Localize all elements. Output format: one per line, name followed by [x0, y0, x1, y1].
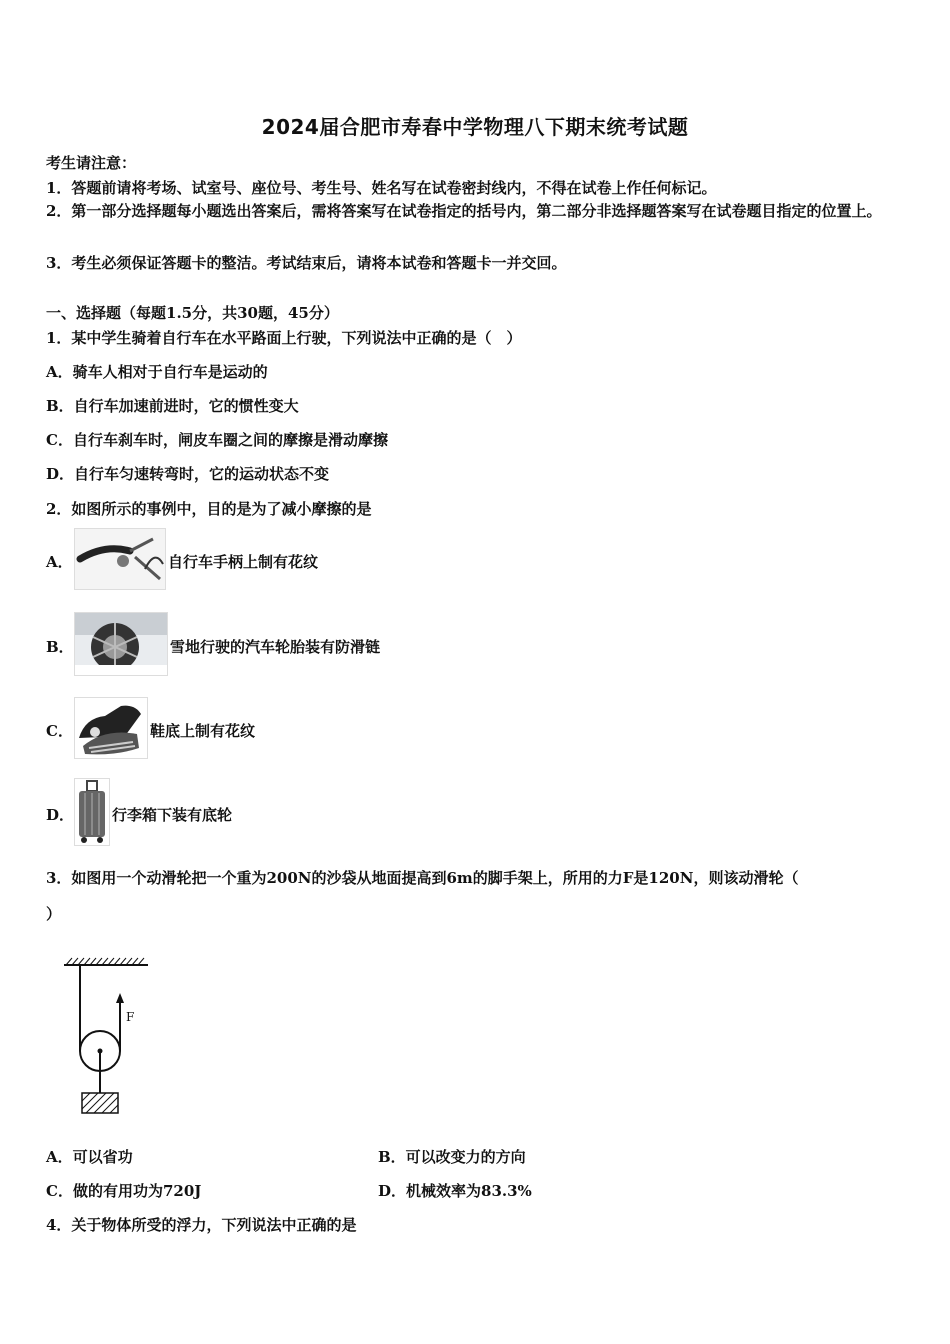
page-title: 2024届合肥市寿春中学物理八下期末统考试题 — [261, 115, 689, 139]
q3-stem-line1: 3．如图用一个动滑轮把一个重为200N的沙袋从地面提高到6m的脚手架上，所用的力F是120N，则该动滑轮（ — [46, 869, 799, 887]
shoe-sole-icon — [74, 697, 148, 763]
q3-option-c: C．做的有用功为720J — [46, 1182, 202, 1200]
notice-item-2: 2．第一部分选择题每小题选出答案后，需将答案写在试卷指定的括号内，第二部分非选择题答案写在试卷题目指定的位置上。 — [46, 202, 882, 220]
q2-option-c-text: 鞋底上制有花纹 — [150, 721, 256, 740]
q2-option-d-label: D． — [46, 805, 75, 824]
q2-option-c-label: C． — [46, 721, 73, 740]
q1-option-d: D．自行车匀速转弯时，它的运动状态不变 — [46, 465, 330, 483]
q3-option-b: B．可以改变力的方向 — [378, 1148, 526, 1166]
q1-stem: 1．某中学生骑着自行车在水平路面上行驶，下列说法中正确的是（ ） — [46, 329, 522, 347]
q3-option-d: D．机械效率为83.3% — [378, 1182, 532, 1200]
q2-option-a-label: A． — [46, 552, 73, 571]
pulley-diagram — [60, 955, 152, 1117]
notice-heading: 考生请注意： — [46, 154, 137, 172]
q2-option-a — [46, 528, 318, 594]
q4-stem: 4．关于物体所受的浮力，下列说法中正确的是 — [46, 1216, 357, 1234]
bicycle-handle-icon — [74, 528, 166, 594]
q2-option-b-text: 雪地行驶的汽车轮胎装有防滑链 — [170, 637, 381, 656]
q2-option-d-text: 行李箱下装有底轮 — [112, 805, 233, 824]
q1-option-b: B．自行车加速前进时，它的惯性变大 — [46, 397, 299, 415]
q3-option-a: A．可以省功 — [46, 1148, 133, 1166]
q2-option-d — [46, 778, 232, 850]
notice-item-3: 3．考生必须保证答题卡的整洁。考试结束后，请将本试卷和答题卡一并交回。 — [46, 254, 567, 272]
notice-item-1: 1．答题前请将考场、试室号、座位号、考生号、姓名写在试卷密封线内，不得在试卷上作任何标记。 — [46, 179, 717, 197]
q3-stem-line2: ） — [46, 905, 62, 923]
q1-option-a: A．骑车人相对于自行车是运动的 — [46, 363, 268, 381]
q2-option-a-text: 自行车手柄上制有花纹 — [168, 552, 319, 571]
q1-option-c: C．自行车刹车时，闸皮车圈之间的摩擦是滑动摩擦 — [46, 431, 388, 449]
q2-stem: 2．如图所示的事例中，目的是为了减小摩擦的是 — [46, 500, 372, 518]
q2-option-b — [46, 612, 380, 680]
luggage-icon — [74, 778, 110, 850]
tire-chain-icon — [74, 612, 168, 680]
section-heading: 一、选择题（每题1.5分，共30题，45分） — [46, 304, 339, 322]
pulley-force-label: F — [126, 1010, 135, 1024]
q2-option-b-label: B． — [46, 637, 74, 656]
q2-option-c — [46, 697, 255, 763]
